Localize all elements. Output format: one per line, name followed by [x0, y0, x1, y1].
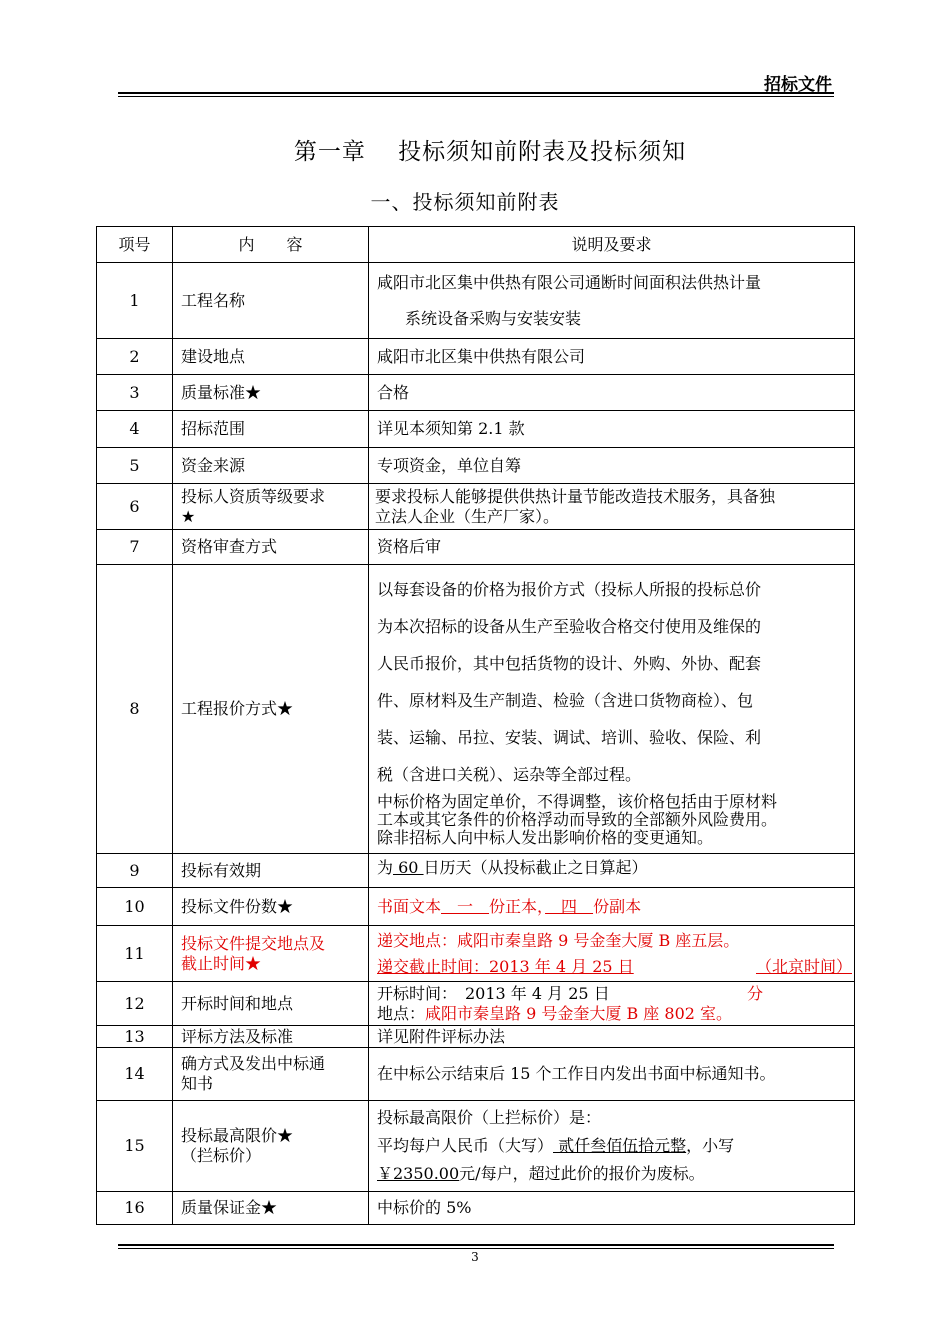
- table-row: [97, 411, 855, 448]
- row-desc: [369, 1101, 855, 1192]
- row-item: 建设地点: [173, 339, 369, 375]
- chapter-title: 第一章 投标须知前附表及投标须知: [293, 139, 687, 165]
- row-number: 16: [97, 1192, 173, 1225]
- item-line: ★: [181, 506, 196, 526]
- item-line: （拦标价）: [181, 1146, 262, 1165]
- table-row: [97, 530, 855, 565]
- opening-place-text: 咸阳市秦皇路 9 号金奎大厦 B 座 802 室。: [425, 1003, 733, 1023]
- submission-deadline: [377, 954, 852, 980]
- desc-line: 系统设备采购与安装安装: [405, 308, 582, 328]
- row-desc: 专项资金，单位自筹: [369, 448, 855, 484]
- price-words-value: 贰仟叁佰伍拾元整: [553, 1136, 687, 1155]
- price-cap-words: [377, 1132, 854, 1160]
- row-item: [173, 926, 369, 982]
- row-number: 12: [97, 982, 173, 1026]
- row-desc: 在中标公示结束后 15 个工作日内发出书面中标通知书。: [369, 1048, 855, 1101]
- opening-place: [377, 1004, 848, 1024]
- price-figure-label: ，小写: [686, 1136, 735, 1155]
- bid-notice-table: [96, 226, 855, 1225]
- row-item: 开标时间和地点: [173, 982, 369, 1026]
- deadline-timezone: （北京时间）: [755, 956, 852, 976]
- table-row: [97, 565, 855, 854]
- row-desc: 咸阳市北区集中供热有限公司: [369, 339, 855, 375]
- row-number: 3: [97, 375, 173, 411]
- table-row: [97, 854, 855, 888]
- table-row: [97, 1101, 855, 1192]
- row-number: 8: [97, 565, 173, 854]
- header-rule-thin: [118, 96, 834, 97]
- price-cap-figure: [377, 1160, 854, 1188]
- desc-line: 税（含进口关税）、运杂等全部过程。: [377, 765, 642, 784]
- row-item: 投标文件份数★: [173, 888, 369, 926]
- table-row: [97, 926, 855, 982]
- table-row: [97, 1192, 855, 1225]
- desc-prefix: 为: [377, 858, 394, 877]
- row-item: 评标方法及标准: [173, 1026, 369, 1048]
- row-item: [173, 484, 369, 530]
- header-rule: [118, 92, 834, 94]
- header-cell-no: 项号: [97, 227, 173, 263]
- table-row: [97, 339, 855, 375]
- row-item: 招标范围: [173, 411, 369, 448]
- item-line: 确方式及发出中标通: [181, 1054, 326, 1073]
- table-row: [97, 1048, 855, 1101]
- row-item: [173, 1101, 369, 1192]
- table-row: [97, 263, 855, 339]
- table-row: [97, 982, 855, 1026]
- row-number: 7: [97, 530, 173, 565]
- price-words-label: 平均每户人民币（大写）: [377, 1136, 554, 1155]
- copies-duplicate-text: 份副本: [593, 896, 642, 916]
- item-line: 截止时间★: [181, 953, 262, 973]
- opening-time: [377, 984, 848, 1004]
- row-item: 工程报价方式★: [173, 565, 369, 854]
- table-row: [97, 375, 855, 411]
- deadline-text: 递交截止时间：2013 年 4 月 25 日: [377, 956, 634, 976]
- row-item: 资金来源: [173, 448, 369, 484]
- row-item: 质量标准★: [173, 375, 369, 411]
- validity-days: 60: [393, 858, 424, 877]
- section-title: 一、投标须知前附表: [370, 190, 560, 214]
- row-desc: [369, 565, 855, 854]
- row-desc: 资格后审: [369, 530, 855, 565]
- row-item: [173, 1048, 369, 1101]
- row-desc: [369, 263, 855, 339]
- desc-line: 除非招标人向中标人发出影响价格的变更通知。: [377, 828, 714, 847]
- row-number: 14: [97, 1048, 173, 1101]
- row-desc: [369, 484, 855, 530]
- row-desc: [369, 888, 855, 926]
- row-number: 2: [97, 339, 173, 375]
- desc-line: 装、运输、吊拉、安装、调试、培训、验收、保险、利: [377, 728, 762, 747]
- desc-line: 中标价格为固定单价，不得调整，该价格包括由于原材料: [377, 792, 778, 811]
- row-number: 11: [97, 926, 173, 982]
- header-label: 招标文件: [764, 75, 832, 95]
- footer-rule-thin: [118, 1248, 834, 1249]
- row-number: 4: [97, 411, 173, 448]
- row-desc: 详见附件评标办法: [369, 1026, 855, 1048]
- table-row: [97, 888, 855, 926]
- desc-line: 立法人企业（生产厂家）。: [375, 506, 560, 526]
- desc-suffix: 日历天（从投标截止之日算起）: [423, 858, 648, 877]
- table-header-row: [97, 227, 855, 263]
- opening-time-text: 开标时间： 2013 年 4 月 25 日: [377, 983, 610, 1003]
- opening-place-label: 地点：: [377, 1003, 426, 1023]
- page-number: 3: [471, 1250, 479, 1264]
- row-item: 投标有效期: [173, 854, 369, 888]
- item-line: 投标最高限价★: [181, 1126, 294, 1145]
- copies-original-text: 份正本，: [489, 896, 546, 916]
- table-row: [97, 448, 855, 484]
- row-desc: 详见本须知第 2.1 款: [369, 411, 855, 448]
- desc-line: 工本或其它条件的价格浮动而导致的全部额外风险费用。: [377, 810, 778, 829]
- row-number: 1: [97, 263, 173, 339]
- desc-line: 人民币报价，其中包括货物的设计、外购、外协、配套: [377, 654, 762, 673]
- original-count: 一: [441, 896, 490, 916]
- item-line: 投标人资质等级要求: [181, 486, 326, 506]
- row-desc: [369, 982, 855, 1026]
- desc-line: 以每套设备的价格为报价方式（投标人所报的投标总价: [377, 580, 762, 599]
- header-cell-desc: 说明及要求: [369, 227, 855, 263]
- footer-rule: [118, 1244, 834, 1246]
- desc-line: 要求投标人能够提供供热计量节能改造技术服务，具备独: [375, 486, 776, 506]
- price-figure-note: 元/每户，超过此价的报价为废标。: [459, 1164, 705, 1183]
- row-number: 6: [97, 484, 173, 530]
- row-number: 10: [97, 888, 173, 926]
- price-figure-value: ￥2350.00: [377, 1164, 460, 1183]
- row-number: 5: [97, 448, 173, 484]
- opening-minute: 分: [747, 983, 764, 1003]
- item-line: 知书: [181, 1074, 214, 1093]
- row-number: 15: [97, 1101, 173, 1192]
- price-cap-label: 投标最高限价（上拦标价）是：: [377, 1108, 602, 1127]
- row-item: 工程名称: [173, 263, 369, 339]
- item-line: 投标文件提交地点及: [181, 933, 326, 953]
- copies-label: 书面文本: [377, 896, 442, 916]
- row-desc: [369, 926, 855, 982]
- table-row: [97, 1026, 855, 1048]
- table-row: [97, 484, 855, 530]
- duplicate-count: 四: [545, 896, 594, 916]
- row-desc: 合格: [369, 375, 855, 411]
- desc-line: 为本次招标的设备从生产至验收合格交付使用及维保的: [377, 617, 762, 636]
- row-desc: [369, 854, 855, 888]
- header-cell-item: 内 容: [173, 227, 369, 263]
- submission-place: 递交地点：咸阳市秦皇路 9 号金奎大厦 B 座五层。: [377, 930, 740, 950]
- row-item: 资格审查方式: [173, 530, 369, 565]
- row-number: 13: [97, 1026, 173, 1048]
- row-number: 9: [97, 854, 173, 888]
- row-item: 质量保证金★: [173, 1192, 369, 1225]
- desc-line: 咸阳市北区集中供热有限公司通断时间面积法供热计量: [377, 272, 762, 292]
- row-desc: 中标价的 5%: [369, 1192, 855, 1225]
- desc-line: 件、原材料及生产制造、检验（含进口货物商检）、包: [377, 691, 754, 710]
